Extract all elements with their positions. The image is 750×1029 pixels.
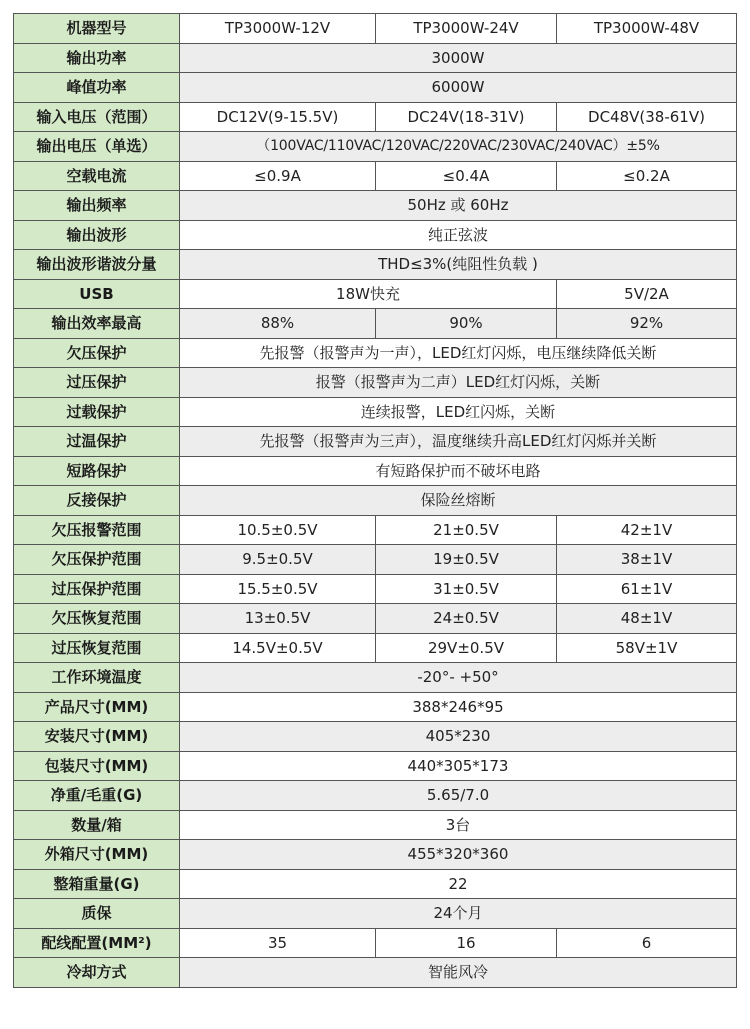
table-row [14, 633, 737, 663]
value-cell: 15.5±0.5V [180, 574, 376, 604]
row-label: 配线配置(MM²) [14, 928, 180, 958]
row-label: 欠压报警范围 [14, 515, 180, 545]
value-cell: 5V/2A [557, 279, 737, 309]
value-cell: 3000W [180, 43, 737, 73]
row-label: 净重/毛重(G) [14, 781, 180, 811]
table-row [14, 810, 737, 840]
table-row [14, 102, 737, 132]
value-cell: 24±0.5V [376, 604, 557, 634]
value-cell: 92% [557, 309, 737, 339]
row-label: 质保 [14, 899, 180, 929]
table-row [14, 486, 737, 516]
table-row [14, 427, 737, 457]
value-cell: 61±1V [557, 574, 737, 604]
value-cell: 21±0.5V [376, 515, 557, 545]
value-cell: 6000W [180, 73, 737, 103]
value-cell: 42±1V [557, 515, 737, 545]
value-cell: 440*305*173 [180, 751, 737, 781]
value-cell: 90% [376, 309, 557, 339]
row-label: 过压恢复范围 [14, 633, 180, 663]
row-label: 数量/箱 [14, 810, 180, 840]
table-row [14, 338, 737, 368]
row-label: 产品尺寸(MM) [14, 692, 180, 722]
table-row [14, 14, 737, 44]
value-cell: DC24V(18-31V) [376, 102, 557, 132]
row-label: 安装尺寸(MM) [14, 722, 180, 752]
value-cell: 报警（报警声为二声）LED红灯闪烁，关断 [180, 368, 737, 398]
table-row [14, 869, 737, 899]
value-cell: 16 [376, 928, 557, 958]
table-row [14, 604, 737, 634]
value-cell: 38±1V [557, 545, 737, 575]
value-cell: TP3000W-12V [180, 14, 376, 44]
value-cell: 13±0.5V [180, 604, 376, 634]
value-cell: 18W快充 [180, 279, 557, 309]
row-label: 输入电压（范围） [14, 102, 180, 132]
row-label: 机器型号 [14, 14, 180, 44]
table-row [14, 132, 737, 162]
value-cell: 5.65/7.0 [180, 781, 737, 811]
value-cell: ≤0.4A [376, 161, 557, 191]
value-cell: 先报警（报警声为三声），温度继续升高LED红灯闪烁并关断 [180, 427, 737, 457]
row-label: 输出波形谐波分量 [14, 250, 180, 280]
value-cell: THD≤3%(纯阻性负载 ) [180, 250, 737, 280]
row-label: 过压保护范围 [14, 574, 180, 604]
row-label: 包装尺寸(MM) [14, 751, 180, 781]
row-label: 工作环境温度 [14, 663, 180, 693]
row-label: 外箱尺寸(MM) [14, 840, 180, 870]
row-label: 欠压保护 [14, 338, 180, 368]
value-cell: 48±1V [557, 604, 737, 634]
value-cell: 10.5±0.5V [180, 515, 376, 545]
spec-table [13, 13, 737, 988]
table-row [14, 456, 737, 486]
row-label: 输出波形 [14, 220, 180, 250]
row-label: 反接保护 [14, 486, 180, 516]
row-label: 欠压恢复范围 [14, 604, 180, 634]
table-row [14, 840, 737, 870]
value-cell: TP3000W-48V [557, 14, 737, 44]
value-cell: 3台 [180, 810, 737, 840]
spec-table-body [14, 14, 737, 988]
value-cell: 58V±1V [557, 633, 737, 663]
row-label: 冷却方式 [14, 958, 180, 988]
table-row [14, 515, 737, 545]
value-cell: 22 [180, 869, 737, 899]
table-row [14, 574, 737, 604]
value-cell: 14.5V±0.5V [180, 633, 376, 663]
value-cell: （100VAC/110VAC/120VAC/220VAC/230VAC/240VAC）±5% [180, 132, 737, 162]
value-cell: 50Hz 或 60Hz [180, 191, 737, 221]
row-label: 输出效率最高 [14, 309, 180, 339]
value-cell: 9.5±0.5V [180, 545, 376, 575]
value-cell: 88% [180, 309, 376, 339]
value-cell: 29V±0.5V [376, 633, 557, 663]
table-row [14, 368, 737, 398]
table-row [14, 899, 737, 929]
value-cell: 24个月 [180, 899, 737, 929]
table-row [14, 781, 737, 811]
table-row [14, 692, 737, 722]
value-cell: 405*230 [180, 722, 737, 752]
value-cell: 19±0.5V [376, 545, 557, 575]
value-cell: DC48V(38-61V) [557, 102, 737, 132]
value-cell: 纯正弦波 [180, 220, 737, 250]
value-cell: 35 [180, 928, 376, 958]
row-label: 输出电压（单选） [14, 132, 180, 162]
table-row [14, 279, 737, 309]
row-label: 过温保护 [14, 427, 180, 457]
table-row [14, 73, 737, 103]
row-label: 欠压保护范围 [14, 545, 180, 575]
value-cell: 智能风冷 [180, 958, 737, 988]
table-row [14, 191, 737, 221]
value-cell: 有短路保护而不破坏电路 [180, 456, 737, 486]
value-cell: 连续报警，LED红闪烁，关断 [180, 397, 737, 427]
table-row [14, 161, 737, 191]
row-label: 短路保护 [14, 456, 180, 486]
row-label: 整箱重量(G) [14, 869, 180, 899]
table-row [14, 751, 737, 781]
table-row [14, 722, 737, 752]
row-label: 输出功率 [14, 43, 180, 73]
value-cell: ≤0.9A [180, 161, 376, 191]
value-cell: 455*320*360 [180, 840, 737, 870]
row-label: USB [14, 279, 180, 309]
row-label: 输出频率 [14, 191, 180, 221]
value-cell: 388*246*95 [180, 692, 737, 722]
value-cell: 6 [557, 928, 737, 958]
table-row [14, 43, 737, 73]
table-row [14, 663, 737, 693]
value-cell: ≤0.2A [557, 161, 737, 191]
table-row [14, 545, 737, 575]
value-cell: DC12V(9-15.5V) [180, 102, 376, 132]
row-label: 空载电流 [14, 161, 180, 191]
table-row [14, 220, 737, 250]
value-cell: -20°- +50° [180, 663, 737, 693]
table-row [14, 250, 737, 280]
table-row [14, 309, 737, 339]
value-cell: 保险丝熔断 [180, 486, 737, 516]
table-row [14, 958, 737, 988]
value-cell: 先报警（报警声为一声），LED红灯闪烁，电压继续降低关断 [180, 338, 737, 368]
row-label: 过压保护 [14, 368, 180, 398]
row-label: 过载保护 [14, 397, 180, 427]
row-label: 峰值功率 [14, 73, 180, 103]
table-row [14, 397, 737, 427]
value-cell: 31±0.5V [376, 574, 557, 604]
table-row [14, 928, 737, 958]
value-cell: TP3000W-24V [376, 14, 557, 44]
